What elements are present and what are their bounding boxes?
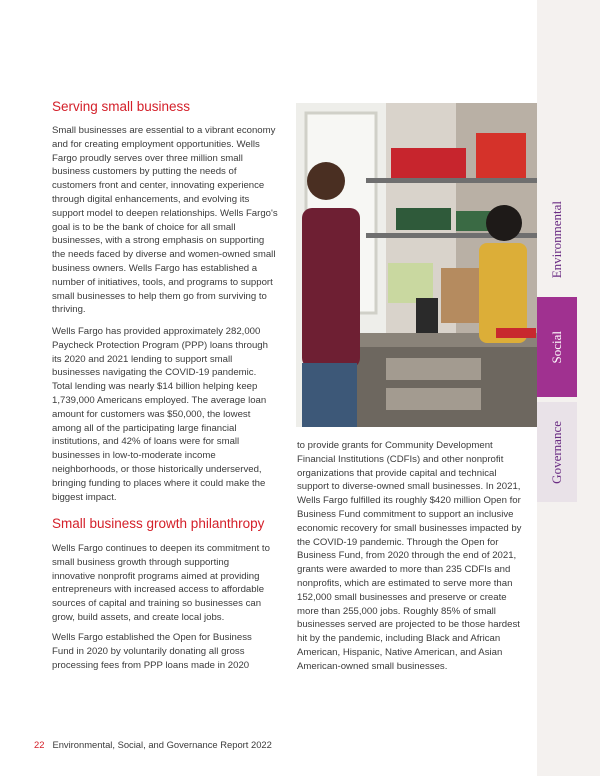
paragraph-serving-2: Wells Fargo has provided approximately 282,000 Paycheck Protection Program (PPP) loans through its 2020 and 2021 lending to support small businesses navigating the COVID-19 pandemic. Total lending was nearly $14 billion helping keep 1,739,000 Americans employed. The average loan amount for customers was $50,000, the lowest among all of the participating large financial institutions, and 42% of loans were for small businesses in low-to-moderate income neighborhoods, or those historically underserved, bringing funding to places where it could make the biggest impact. (52, 326, 268, 503)
paragraph-philanthropy-3: to provide grants for Community Development Financial Institutions (CDFIs) and other nonprofit organizations that provide capital and technical support to diverse-owned small businesses. In 2021, Wells Fargo fulfilled its roughly $420 million Open for Business Fund commitment to support an inclusive economic recovery for small businesses impacted by the COVID-19 pandemic. Through the Open for Business Fund, from 2020 through the end of 2021, grants were awarded to more than 235 CDFIs and nonprofits, which are estimated to serve more than 152,000 small businesses and preserve or create more than 255,000 jobs. Roughly 85% of small businesses served are projected to be those hardest hit by the pandemic, including Black and African American, Hispanic, Native American, and Asian American-owned small businesses. (297, 440, 522, 672)
page-number: 22 (34, 739, 45, 750)
footer (34, 739, 272, 750)
section-heading-philanthropy: Small business growth philanthropy (52, 516, 265, 531)
tab-environmental-label: Environmental (549, 201, 564, 279)
tab-social[interactable] (537, 297, 577, 397)
section-heading-serving: Serving small business (52, 99, 191, 114)
tab-governance[interactable] (537, 402, 577, 502)
paragraph-serving-1: Small businesses are essential to a vibrant economy and for creating employment opportunities. Wells Fargo proudly serves over three million small business customers by putting the needs of customers front and center, innovating experience through digital enhancements, and evolving its support model to deepen relationships. Wells Fargo's goal is to be the bank of choice for all small businesses, with a strong emphasis on supporting the needs faced by diverse and women-owned small business owners. Wells Fargo has established a number of initiatives, tools, and programs to support small businesses to help them go from surviving to thriving. (52, 125, 278, 316)
shop-photo-illustration (296, 103, 537, 427)
tab-social-label: Social (549, 330, 564, 364)
tab-environmental[interactable] (537, 190, 577, 290)
tab-governance-label: Governance (549, 420, 564, 484)
shop-photo (296, 103, 537, 427)
paragraph-philanthropy-2: Wells Fargo established the Open for Business Fund in 2020 by voluntarily donating all gross processing fees from PPP loans made in 2020 (52, 632, 252, 671)
report-title: Environmental, Social, and Governance Report 2022 (52, 739, 272, 750)
paragraph-philanthropy-1: Wells Fargo continues to deepen its commitment to small business growth through supporting innovative nonprofit programs aimed at providing entrepreneurs with increased access to affordable sources of capital and training so businesses can grow, build assets, and create local jobs. (52, 543, 270, 623)
